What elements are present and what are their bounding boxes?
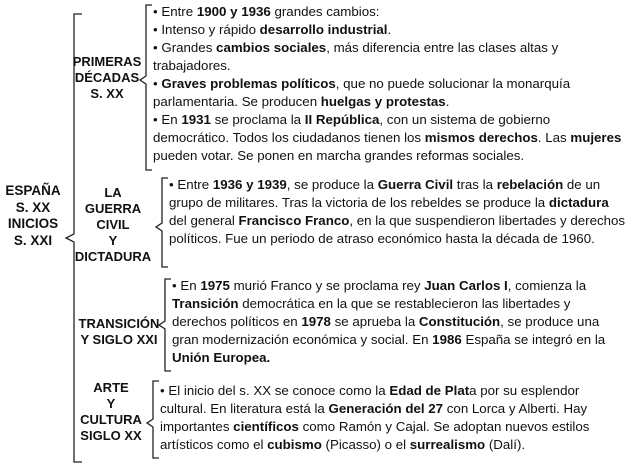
bold-term: 1936 y 1939 <box>212 177 287 192</box>
branch-line: ARTE <box>93 380 129 395</box>
text-run: • Intenso y rápido <box>153 22 260 37</box>
text-run: pueden votar. Se ponen en marcha grandes reformas sociales. <box>153 148 525 163</box>
text-run: , que no puede solucionar la monarquía parlamentaria. Se producen <box>153 76 571 109</box>
text-block-guerra-civil <box>169 176 627 248</box>
root-node-espana <box>2 183 64 249</box>
branch-line: Y <box>108 233 118 248</box>
bullet-paragraph <box>169 176 627 248</box>
bullet-paragraph <box>172 277 624 367</box>
bullet-paragraph <box>153 21 625 39</box>
text-run: democrática en la que se restablecieron las libertades y derechos políticos en <box>172 296 571 329</box>
text-run: tras la <box>453 177 497 192</box>
branch-transicion <box>76 316 162 348</box>
bold-term: Constitución <box>418 314 501 329</box>
text-run: a por su esplendor cultural. En literatura está la <box>160 383 580 416</box>
branch-guerra-civil <box>73 185 153 265</box>
text-run: , en la que suspendieron libertades y derechos políticos. Fue un periodo de atraso económico hasta la década de 1960. <box>169 213 626 246</box>
text-run: . <box>387 22 392 37</box>
bold-term: dictadura <box>548 195 609 210</box>
text-run: murió Franco y se proclama rey <box>229 278 425 293</box>
text-run: . <box>445 94 450 109</box>
text-run: del general <box>169 213 239 228</box>
bold-term: desarrollo industrial <box>259 22 388 37</box>
bold-term: Generación del 27 <box>328 401 444 416</box>
branch-line: CULTURA <box>80 412 142 427</box>
branch-line: S. XX <box>90 86 124 101</box>
text-run: (Picasso) o el <box>321 437 410 452</box>
branch-arte-cultura <box>76 380 146 444</box>
bold-term: 1975 <box>200 278 230 293</box>
root-line: S. XXI <box>13 232 53 248</box>
bullet-paragraph <box>153 3 625 21</box>
bold-term: II República <box>304 112 380 127</box>
text-run: , comienza la <box>507 278 587 293</box>
branch-line: SIGLO XX <box>80 428 142 443</box>
text-run: con Lorca y Alberti. Hay importantes <box>160 401 588 434</box>
text-run: . Las <box>537 130 571 145</box>
root-line: ESPAÑA <box>5 183 61 198</box>
text-run: se proclama la <box>210 112 305 127</box>
text-run: , se produce una gran modernización económica y social. En <box>172 314 600 347</box>
bold-term: Guerra Civil <box>377 177 454 192</box>
bullet-paragraph <box>160 382 625 454</box>
bold-term: huelgas y protestas <box>320 94 446 109</box>
root-line: INICIOS <box>7 216 59 231</box>
branch-line: DICTADURA <box>74 249 152 264</box>
text-run: • El inicio del s. XX se conoce como la <box>160 383 390 398</box>
branch-line: Y <box>106 396 116 411</box>
text-run: (Dalí). <box>485 437 526 452</box>
text-run: • Entre <box>169 177 213 192</box>
bold-term: mujeres <box>570 130 622 145</box>
branch-line: LA <box>104 185 122 200</box>
bold-term: Francisco Franco <box>238 213 350 228</box>
branch-line: PRIMERAS <box>72 54 142 69</box>
text-block-arte-cultura <box>160 382 625 454</box>
branch-line: GUERRA <box>84 201 142 216</box>
bold-term: Juan Carlos I <box>424 278 508 293</box>
text-block-primeras-decadas <box>153 3 625 165</box>
text-run: • En <box>172 278 201 293</box>
branch-line: CIVIL <box>96 217 130 232</box>
text-run: , se produce la <box>286 177 378 192</box>
bold-term: cambios sociales <box>216 40 327 55</box>
root-line: S. XX <box>15 199 51 215</box>
brace-guerra-civil <box>156 178 168 267</box>
bold-term: 1931 <box>181 112 211 127</box>
text-run: grandes cambios: <box>270 4 380 19</box>
bold-term: Unión Europea. <box>172 350 271 365</box>
text-run: , con un sistema de gobierno democrático. Todos los ciudadanos tienen los <box>153 112 551 145</box>
text-run: , más diferencia entre las clases altas y trabajadores. <box>153 40 559 73</box>
text-run: • En <box>153 112 182 127</box>
bold-term: rebelación <box>496 177 564 192</box>
text-run: se aprueba la <box>330 314 419 329</box>
branch-line: Y SIGLO XXI <box>80 332 158 347</box>
text-run: de un grupo de militares. Tras la victoria de los rebeldes se produce la <box>169 177 601 210</box>
brace-arte-cultura <box>147 381 159 458</box>
bullet-paragraph <box>153 75 625 111</box>
text-block-transicion <box>172 277 624 367</box>
bold-term: 1978 <box>301 314 331 329</box>
branch-line: TRANSICIÓN <box>78 316 160 331</box>
bold-term: Edad de Plat <box>389 383 470 398</box>
text-run: como Ramón y Cajal. Se adoptan nuevos estilos artísticos como el <box>160 419 590 452</box>
text-run: España se integró en la <box>461 332 606 347</box>
text-run: • <box>153 76 162 91</box>
bold-term: mismos derechos <box>424 130 538 145</box>
text-run: • Entre <box>153 4 197 19</box>
bold-term: científicos <box>233 419 299 434</box>
bold-term: Graves problemas políticos <box>161 76 336 91</box>
bold-term: surrealismo <box>409 437 486 452</box>
bold-term: cubismo <box>267 437 322 452</box>
branch-primeras-decadas <box>70 54 144 102</box>
text-run: • Grandes <box>153 40 217 55</box>
bold-term: 1986 <box>432 332 462 347</box>
bold-term: Transición <box>172 296 239 311</box>
branch-line: DÉCADAS <box>74 70 140 85</box>
bullet-paragraph <box>153 39 625 75</box>
bullet-paragraph <box>153 111 625 165</box>
bold-term: 1900 y 1936 <box>196 4 271 19</box>
